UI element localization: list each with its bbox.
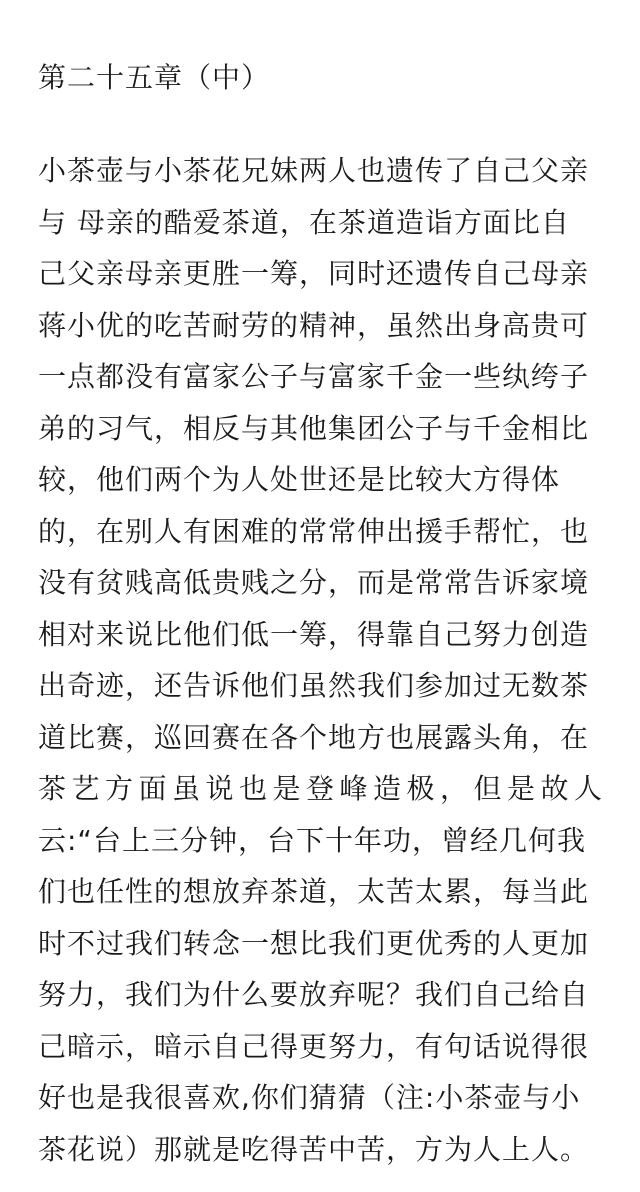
text-line: 的，在别人有困难的常常伸出援手帮忙，也	[38, 514, 590, 548]
text-line: 一点都没有富家公子与富家千金一些纨绔子	[38, 360, 590, 393]
text-line: 己暗示，暗示自己得更努力，有句话说得很	[38, 1029, 590, 1063]
text-line: 好也是我很喜欢,你们猜猜（注:小茶壶与小	[38, 1081, 581, 1114]
text-line: 较，他们两个为人处世还是比较大方得体	[38, 463, 561, 496]
text-line: 小茶壶与小茶花兄妹两人也遗传了自己父亲	[38, 154, 590, 187]
text-line: 没有贫贱高低贵贱之分，而是常常告诉家境	[38, 566, 590, 599]
text-line: 己父亲母亲更胜一筹，同时还遗传自己母亲	[38, 257, 590, 290]
text-line: 茶艺方面虽说也是登峰造极，但是故人	[38, 772, 608, 805]
text-line: 们也任性的想放弃茶道，太苦太累，每当此	[38, 875, 590, 908]
text-line: 努力，我们为什么要放弃呢？我们自己给自	[38, 978, 590, 1011]
text-line: 茶花说）那就是吃得苦中苦，方为人上人。	[38, 1132, 590, 1166]
text-line: 时不过我们转念一想比我们更优秀的人更加	[38, 926, 590, 960]
text-line: 相对来说比他们低一筹，得靠自己努力创造	[38, 617, 590, 651]
text-line: 与 母亲的酷爱茶道，在茶道造诣方面比自	[38, 205, 570, 239]
text-line: 云:“台上三分钟，台下十年功，曾经几何我	[38, 823, 586, 857]
text-line: 蒋小优的吃苦耐劳的精神，虽然出身高贵可	[38, 308, 590, 342]
text-line: 出奇迹，还告诉他们虽然我们参加过无数茶	[38, 669, 590, 702]
chapter-title: 第二十五章（中）	[38, 61, 271, 94]
body-paragraph	[38, 145, 618, 1175]
text-line: 弟的习气，相反与其他集团公子与千金相比	[38, 411, 590, 445]
text-line: 道比赛，巡回赛在各个地方也展露头角，在	[38, 720, 590, 754]
